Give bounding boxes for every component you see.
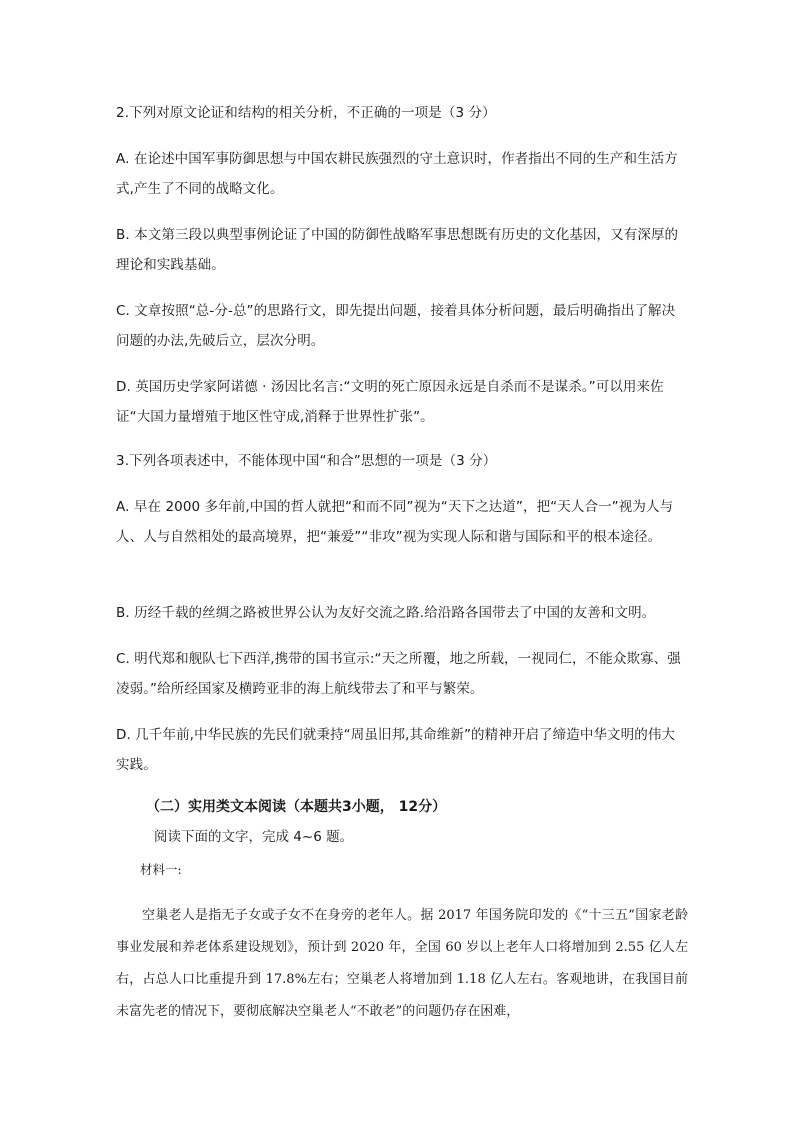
material-text: 空巢老人是指无子女或子女不在身旁的老年人。据 2017 年国务院印发的《“十三五”国家老龄事业发展和养老体系建设规划》，预计到 2020 年，全国 60 岁以上老年人口将增加到 2.55 亿人左右，占总人口比重提升到 17.8%左右；空巢老人将增加到 1.18 亿人左右。客观地讲，在我国目前未富先老的情况下，要彻底解决空巢老人“不敢老”的问题仍存在困难，: [116, 908, 688, 1019]
material-label: 材料一:: [140, 862, 182, 877]
section-instruction: 阅读下面的文字，完成 4~6 题。: [154, 829, 354, 845]
question-2-option-c: C. 文章按照“总-分-总”的思路行文，即先提出问题，接着具体分析问题，最后明确指出了解决问题的办法,先破后立，层次分明。: [116, 303, 676, 349]
question-2-option-b: B. 本文第三段以典型事例论证了中国的防御性战略军事思想既有历史的文化基因，又有深厚的理论和实践基础。: [116, 227, 679, 273]
question-3-option-c: C. 明代郑和舰队七下西洋,携带的国书宣示:“天之所覆，地之所载，一视同仁，不能众欺寡、强凌弱。”给所经国家及横跨亚非的海上航线带去了和平与繁荣。: [116, 651, 681, 697]
question-3-option-a: A. 早在 2000 多年前,中国的哲人就把“和而不同”视为“天下之达道”，把“天人合一”视为人与人、人与自然相处的最高境界，把“兼爱”“非攻”视为实现人际和谐与国际和平的根本途径。: [116, 499, 674, 545]
question-2-option-d: D. 英国历史学家阿诺德 · 汤因比名言:“文明的死亡原因永远是自杀而不是谋杀。”可以用来佐证“大国力量增殖于地区性守成,消释于世界性扩张”。: [116, 379, 664, 425]
question-2-stem: 2.下列对原文论证和结构的相关分析，不正确的一项是（3 分）: [116, 105, 496, 121]
question-2-option-a: A. 在论述中国军事防御思想与中国农耕民族强烈的守土意识时，作者指出不同的生产和生活方式,产生了不同的战略文化。: [116, 151, 678, 197]
question-3-option-d: D. 几千年前,中华民族的先民们就秉持“周虽旧邦,其命维新”的精神开启了缔造中华文明的伟大实践。: [116, 727, 676, 773]
section-title: （二）实用类文本阅读（本题共3小题， 12分）: [146, 799, 447, 815]
question-3-stem: 3.下列各项表述中，不能体现中国“和合”思想的一项是（3 分）: [116, 453, 497, 469]
question-3-option-b: B. 历经千载的丝绸之路被世界公认为友好交流之路.给沿路各国带去了中国的友善和文明。: [116, 605, 656, 621]
